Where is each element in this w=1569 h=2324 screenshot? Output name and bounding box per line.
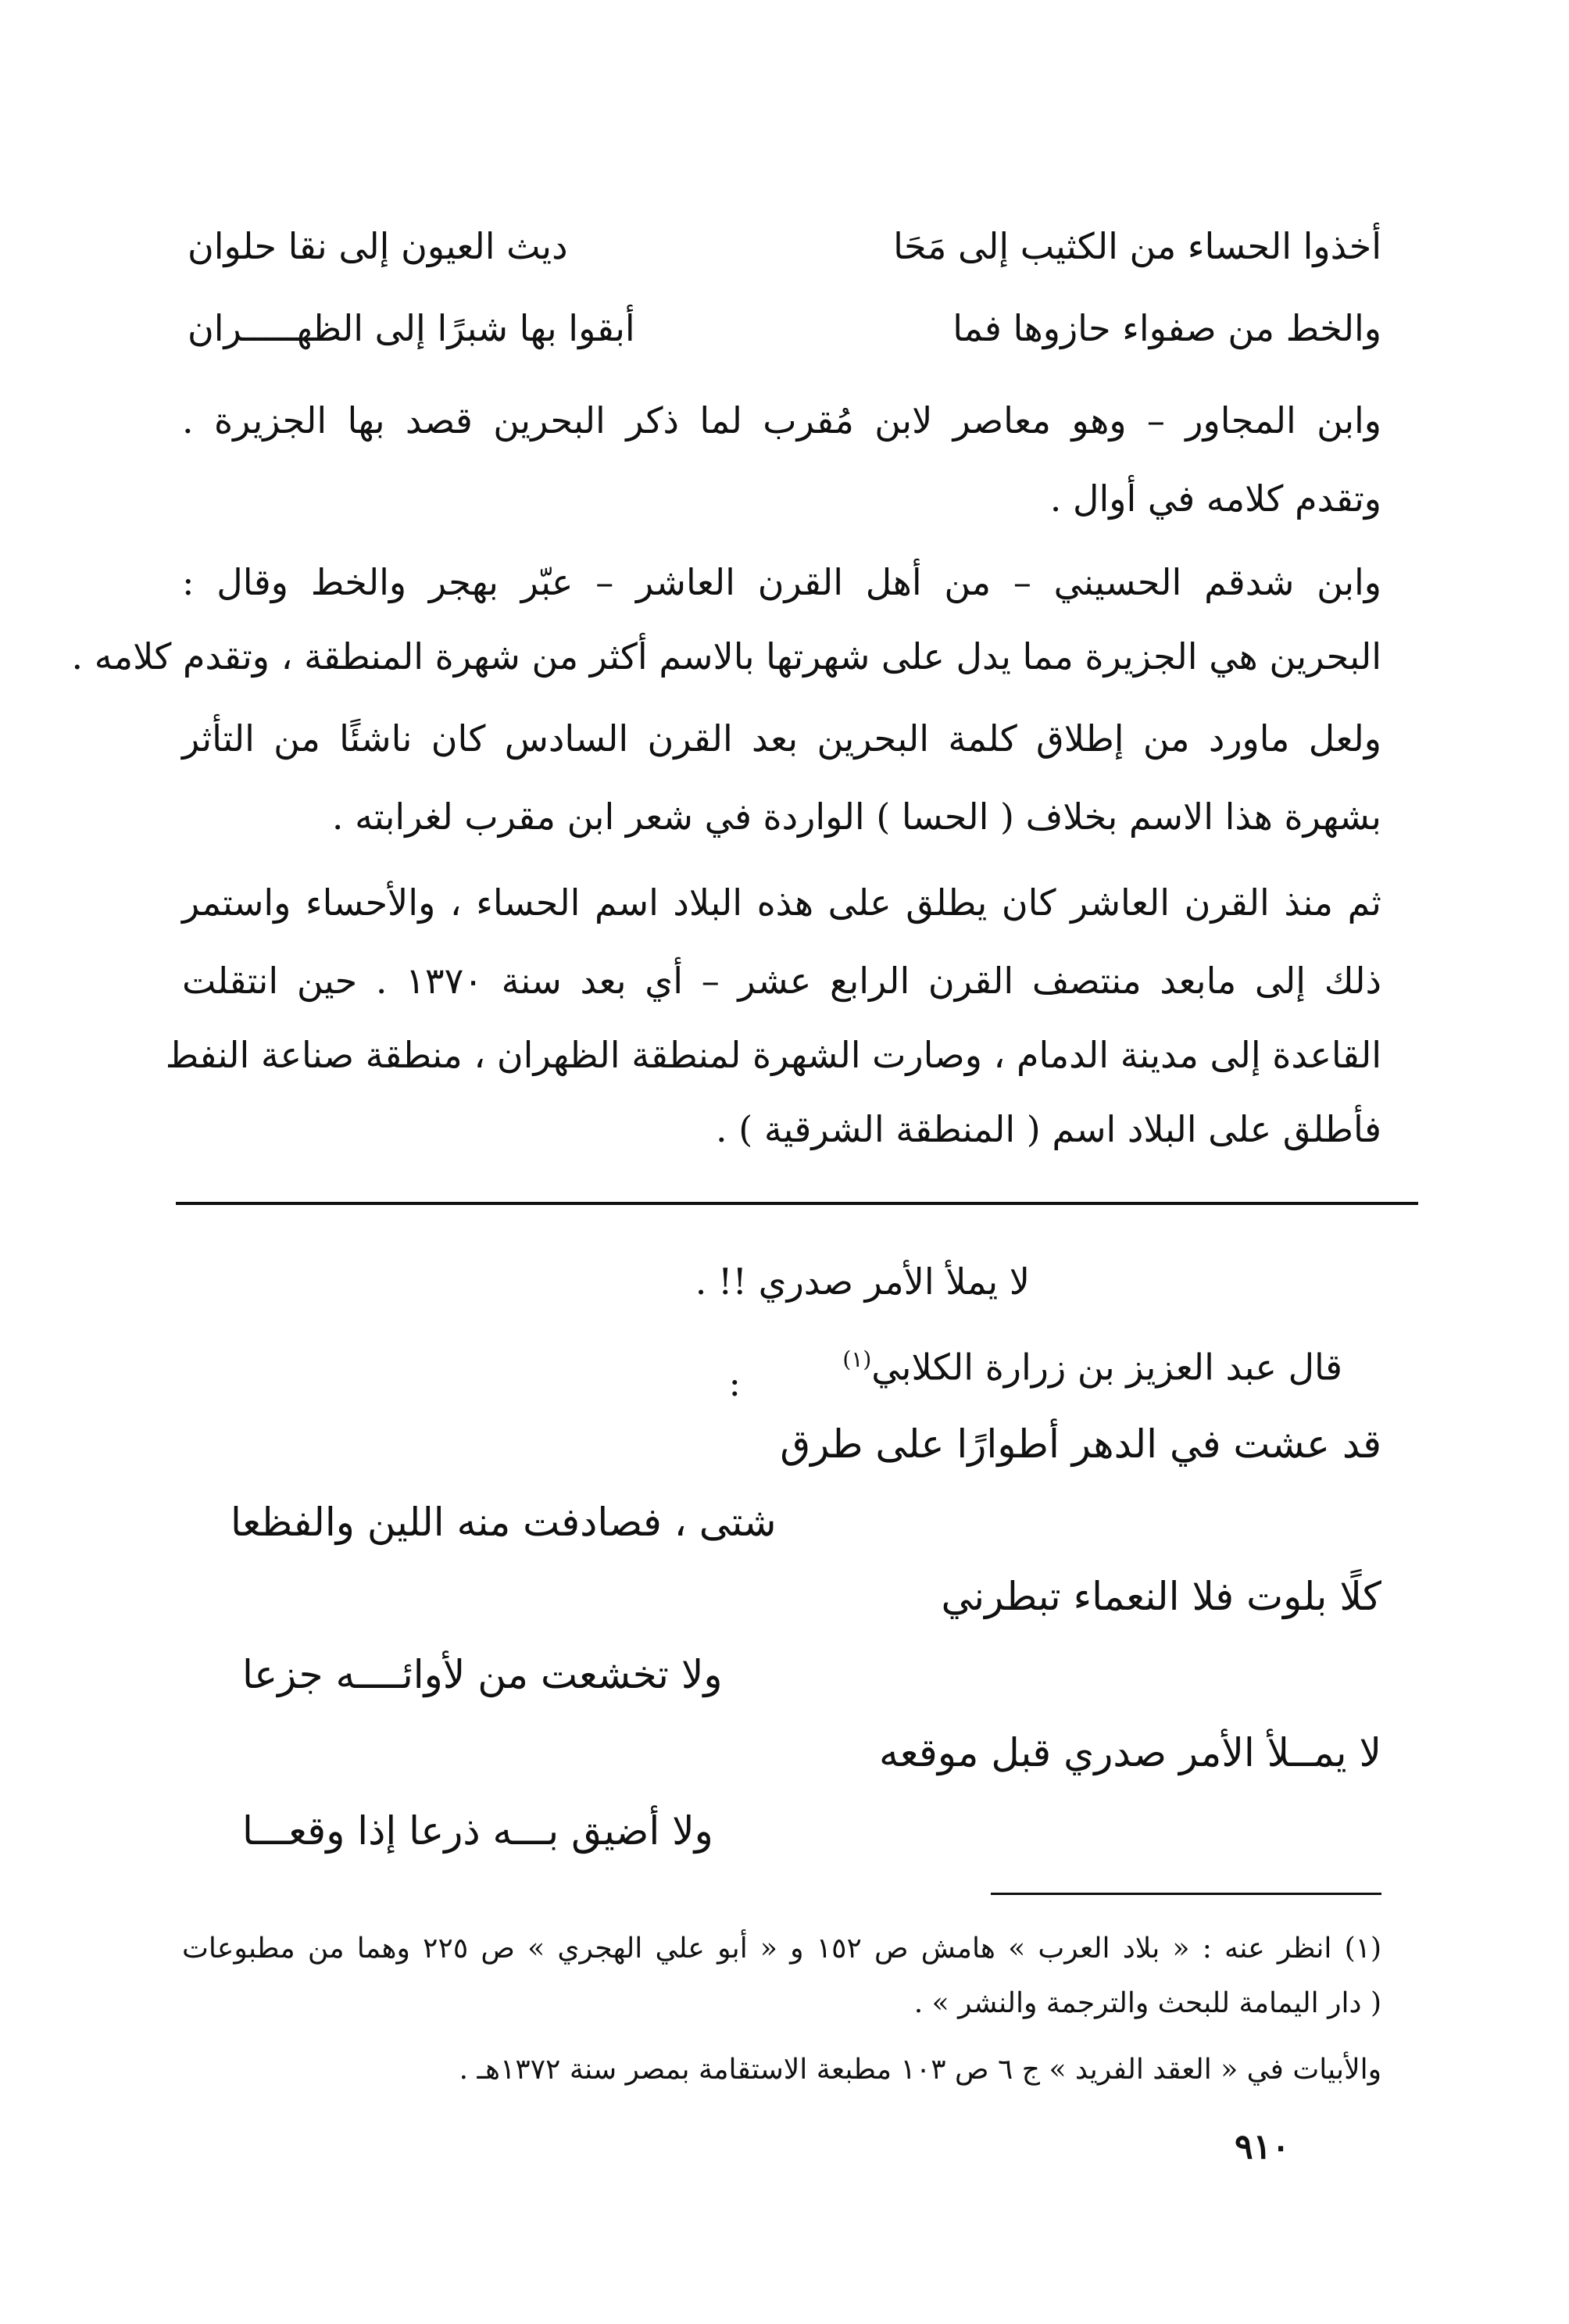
footnote-line: ( دار اليمامة للبحث والترجمة والنشر » .: [913, 1987, 1381, 2019]
poem-line-2-left: أبقوا بها شبرًا إلى الظهـــــران: [188, 307, 635, 349]
verse-line: قد عشت في الدهر أطوارًا على طرق: [780, 1421, 1381, 1467]
footnote-line: والأبيات في « العقد الفريد » ج ٦ ص ١٠٣ مطبعة الاستقامة بمصر سنة ١٣٧٢هـ .: [459, 2054, 1381, 2086]
verse-line: ولا أضيق بـــه ذرعا إذا وقعـــا: [242, 1808, 713, 1854]
footnote-line: (١) انظر عنه : « بلاد العرب » هامش ص ١٥٢ و « أبو علي الهجري » ص ٢٢٥ وهما من مطبوعات: [182, 1932, 1381, 1965]
verse-line: لا يمــلأ الأمر صدري قبل موقعه: [879, 1730, 1381, 1775]
section-divider: [176, 1202, 1418, 1205]
section-intro-colon: :: [728, 1362, 741, 1404]
poem-line-1-left: ديث العيون إلى نقا حلوان: [188, 225, 568, 267]
section-intro-text: قال عبد العزيز بن زرارة الكلابي: [871, 1346, 1342, 1389]
paragraph-line: وتقدم كلامه في أوال .: [1049, 477, 1381, 520]
footnote-marker: (١): [842, 1346, 872, 1372]
paragraph-line: البحرين هي الجزيرة مما يدل على شهرتها بالاسم أكثر من شهرة المنطقة ، وتقدم كلامه .: [71, 635, 1381, 678]
verse-line: شتى ، فصادفت منه اللين والفظعا: [231, 1500, 777, 1545]
paragraph-line: ثم منذ القرن العاشر كان يطلق على هذه البلاد اسم الحساء ، والأحساء واستمر: [182, 881, 1381, 924]
section-title: لا يملأ الأمر صدري !! .: [695, 1260, 1030, 1303]
verse-line: كلًا بلوت فلا النعماء تبطرني: [941, 1574, 1381, 1619]
paragraph-line: وابن المجاور – وهو معاصر لابن مُقرب لما ذكر البحرين قصد بها الجزيرة .: [182, 399, 1381, 442]
poem-line-2-right: والخط من صفواء حازوها فما: [952, 307, 1381, 349]
paragraph-line: فأطلق على البلاد اسم ( المنطقة الشرقية ) .: [716, 1108, 1381, 1150]
paragraph-line: ولعل ماورد من إطلاق كلمة البحرين بعد القرن السادس كان ناشئًا من التأثر: [182, 717, 1381, 760]
paragraph-line: وابن شدقم الحسيني – من أهل القرن العاشر – عبّر بهجر والخط وقال :: [182, 561, 1381, 603]
page-number: ٩١٠: [1235, 2127, 1290, 2167]
verse-line: ولا تخشعت من لأوائــــه جزعا: [242, 1652, 723, 1697]
poem-line-1-right: أخذوا الحساء من الكثيب إلى مَحَا: [893, 225, 1381, 267]
footnote-divider: [991, 1893, 1381, 1895]
section-intro: [842, 1336, 1342, 1390]
paragraph-line: بشهرة هذا الاسم بخلاف ( الحسا ) الواردة في شعر ابن مقرب لغرابته .: [331, 796, 1381, 838]
paragraph-line: القاعدة إلى مدينة الدمام ، وصارت الشهرة لمنطقة الظهران ، منطقة صناعة النفط: [165, 1034, 1381, 1076]
paragraph-line: ذلك إلى مابعد منتصف القرن الرابع عشر – أي بعد سنة ١٣٧٠ . حين انتقلت: [182, 960, 1382, 1002]
